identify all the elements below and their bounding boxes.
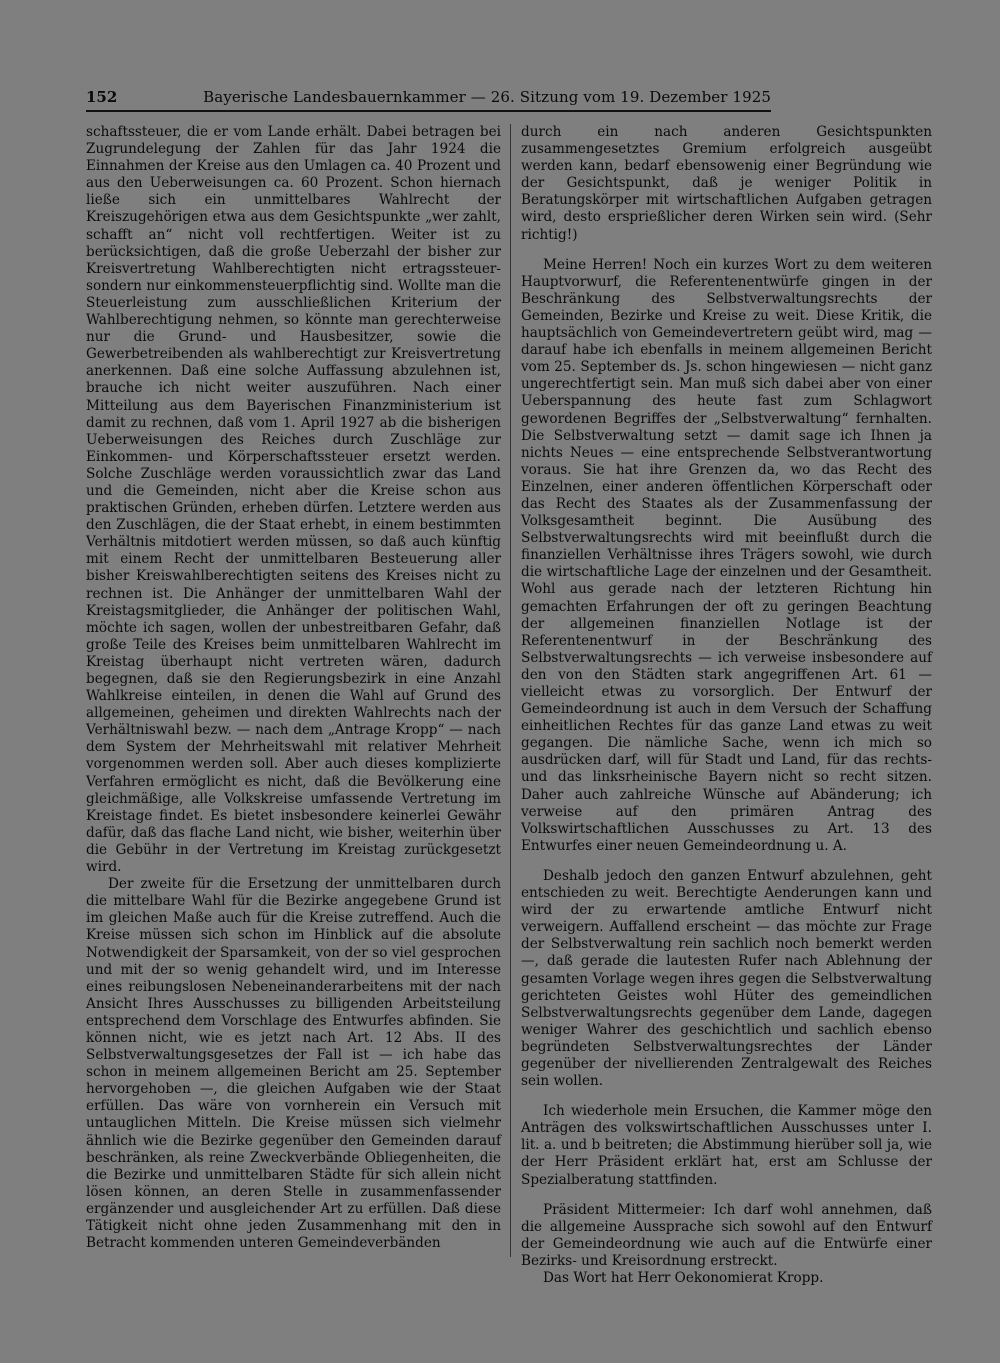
column-divider [510,124,511,1257]
left-column [86,124,501,1252]
paragraph: Deshalb jedoch den ganzen Entwurf abzulehnen, geht entschieden zu weit. Berechtigte Aenderungen kann und wird der zu erwartende amtliche Entwurf nicht verweigern. Auffallend erscheint — das möchte zur Frage der Selbstverwaltung rein sachlich noch bemerkt werden —, daß gerade die lautesten Rufer nach Ablehnung der gesamten Vorlage wegen ihres gegen die Selbstverwaltung gerichteten Geistes wohl Hüter des gemeindlichen Selbstverwaltungsrechts gegenüber dem Lande, dagegen weniger Wahrer des geschichtlich und sachlich ebenso begründeten Selbstverwaltungsrechtes der Länder gegenüber der nivellierenden Zentralgewalt des Reiches sein wollen. [521,867,932,1090]
right-column [521,124,932,1287]
paragraph: Meine Herren! Noch ein kurzes Wort zu dem weiteren Hauptvorwurf, die Referentenentwürfe gingen in der Beschränkung des Selbstverwaltungsrechts der Gemeinden, Bezirke und Kreise zu weit. Diese Kritik, die hauptsächlich von Gemeindevertretern geübt wird, mag — darauf habe ich ebenfalls in meinem allgemeinen Bericht vom 25. September ds. Js. schon hingewiesen — nicht ganz ungerechtfertigt sein. Man muß sich dabei aber von einer Ueberspannung des heute fast zum Schlagwort gewordenen Begriffes der „Selbstverwaltung“ fernhalten. Die Selbstverwaltung setzt — damit sage ich Ihnen ja nichts Neues — eine entsprechende Selbstverantwortung voraus. Sie hat ihre Grenzen da, wo das Recht des Einzelnen, einer anderen öffentlichen Körperschaft oder das Recht des Staates als der Zusammenfassung der Volksgesamtheit beginnt. Die Ausübung des Selbstverwaltungsrechts wird mit beeinflußt durch die finanziellen Verhältnisse ihres Trägers sowohl, wie durch die wirtschaftliche Lage der einzelnen und der Gesamtheit. Wohl aus gerade nach der letzteren Richtung hin gemachten Erfahrungen der oft zu geringen Beachtung der allgemeinen finanziellen Notlage ist der Referentenentwurf in der Beschränkung des Selbstverwaltungsrechts — ich verweise insbesondere auf den von den Städten stark angegriffenen Art. 61 — vielleicht etwas zu vorsorglich. Der Entwurf der Gemeindeordnung ist auch in dem Versuch der Schaffung einheitlichen Rechtes für das ganze Land etwas zu weit gegangen. Die nämliche Sache, wenn ich mich so ausdrücken darf, will für Stadt und Land, für das rechts- und das linksrheinische Bayern nicht so recht sitzen. Daher auch zahlreiche Wünsche auf Abänderung; ich verweise auf den primären Antrag des Volkswirtschaftlichen Ausschusses zu Art. 13 des Entwurfes einer neuen Gemeindeordnung u. A. [521,256,932,854]
page-header [86,86,771,108]
paragraph: Ich wiederhole mein Ersuchen, die Kammer möge den Anträgen des volkswirtschaftlichen Ausschusses unter I. lit. a. und b beitreten; die Abstimmung hierüber soll ja, wie der Herr Präsident erklärt hat, erst am Schlusse der Spezialberatung stattfinden. [521,1103,932,1188]
header-rule [86,110,771,112]
paragraph: schaftssteuer, die er vom Lande erhält. Dabei betragen bei Zugrundelegung der Zahlen für das Jahr 1924 die Einnahmen der Kreise aus den Umlagen ca. 40 Prozent und aus den Ueberweisungen ca. 60 Prozent. Schon hiernach ließe sich ein unmittelbares Wahlrecht der Kreiszugehörigen etwa aus dem Gesichtspunkte „wer zahlt, schafft an“ nicht voll rechtfertigen. Weiter ist zu berücksichtigen, daß die große Ueberzahl der bisher zur Kreisvertretung Wahlberechtigten nicht ertragssteuer- sondern nur einkommensteuerpflichtig sind. Wollte man die Steuerleistung zum ausschließlichen Kriterium der Wahlberechtigung nehmen, so könnte man gerechterweise nur die Grund- und Hausbesitzer, sowie die Gewerbetreibenden als wahlberechtigt zur Kreisvertretung anerkennen. Daß eine solche Auffassung abzulehnen ist, brauche ich nicht weiter auszuführen. Nach einer Mitteilung aus dem Bayerischen Finanzministerium ist damit zu rechnen, daß vom 1. April 1927 ab die bisherigen Ueberweisungen des Reiches durch Zuschläge zur Einkommen- und Körperschaftssteuer ersetzt werden. Solche Zuschläge werden voraussichtlich zwar das Land und die Gemeinden, nicht aber die Kreise schon aus praktischen Gründen, erheben dürfen. Letztere werden aus den Zuschlägen, die der Staat erhebt, in einem bestimmten Verhältnis mitdotiert werden müssen, so daß auch künftig mit einem Recht der unmittelbaren Besteuerung aller bisher Kreiswahlberechtigten seitens des Kreises nicht zu rechnen ist. Die Anhänger der unmittelbaren Wahl der Kreistagsmitglieder, die Anhänger der politischen Wahl, möchte ich sagen, wollen der unbestreitbaren Gefahr, daß große Teile des Kreises beim unmittelbaren Wahlrecht im Kreistag überhaupt nicht vertreten wären, dadurch begegnen, daß sie den Regierungsbezirk in eine Anzahl Wahlkreise einteilen, in denen die Wahl auf Grund des allgemeinen, geheimen und direkten Wahlrechts nach der Verhältniswahl bezw. — nach dem „Antrage Kropp“ — nach dem System der Mehrheitswahl mit relativer Mehrheit vorgenommen werden soll. Aber auch dieses komplizierte Verfahren ermöglicht es nicht, daß die Bevölkerung eine gleichmäßige, alle Volkskreise umfassende Vertretung im Kreistage findet. Es bietet insbesondere keinerlei Gewähr dafür, daß das flache Land nicht, wie bisher, weiterhin über die Gebühr in der Vertretung im Kreistag zurückgesetzt wird. [86,124,501,876]
paragraph: Der zweite für die Ersetzung der unmittelbaren durch die mittelbare Wahl für die Bezirke angegebene Grund ist im gleichen Maße auch für die Kreise zutreffend. Auch die Kreise müssen sich schon im Hinblick auf die absolute Notwendigkeit der Sparsamkeit, von der so viel gesprochen und mit der so wenig gehandelt wird, und im Interesse eines reibungslosen Nebeneinanderarbeitens mit der nach Ansicht Ihres Ausschusses zu billigenden Arbeitsteilung entsprechend dem Vorschlage des Entwurfes abfinden. Sie können nicht, wie es jetzt nach Art. 12 Abs. II des Selbstverwaltungsgesetzes der Fall ist — ich habe das schon in meinem allgemeinen Bericht am 25. September hervorgehoben —, die gleichen Aufgaben wie der Staat erfüllen. Das wäre von vornherein ein Versuch mit untauglichen Mitteln. Die Kreise müssen sich vielmehr ähnlich wie die Bezirke gegenüber den Gemeinden darauf beschränken, als reine Zweckverbände Obliegenheiten, die die Bezirke und unmittelbaren Städte für sich allein nicht lösen können, an deren Stelle in zusammenfassender ergänzender und ausgleichender Art zu erfüllen. Daß diese Tätigkeit nicht ohne jeden Zusammenhang mit den in Betracht kommenden unteren Gemeindeverbänden [86,876,501,1252]
page-number: 152 [86,88,118,106]
running-title: Bayerische Landesbauernkammer — 26. Sitzung vom 19. Dezember 1925 [203,88,771,106]
paragraph: durch ein nach anderen Gesichtspunkten zusammengesetztes Gremium erfolgreich ausgeübt werden kann, bedarf ebensowenig einer Begründung wie der Gesichtspunkt, daß je weniger Politik in Beratungskörper mit wirtschaftlichen Aufgaben getragen wird, desto ersprießlicher deren Wirken sein wird. (Sehr richtig!) [521,124,932,243]
paragraph: Das Wort hat Herr Oekonomierat Kropp. [543,1270,824,1286]
paragraph: Präsident Mittermeier: Ich darf wohl annehmen, daß die allgemeine Aussprache sich sowohl auf den Entwurf der Gemeindeordnung wie auch auf die Entwürfe einer Bezirks- und Kreisordnung erstreckt. [521,1201,932,1269]
